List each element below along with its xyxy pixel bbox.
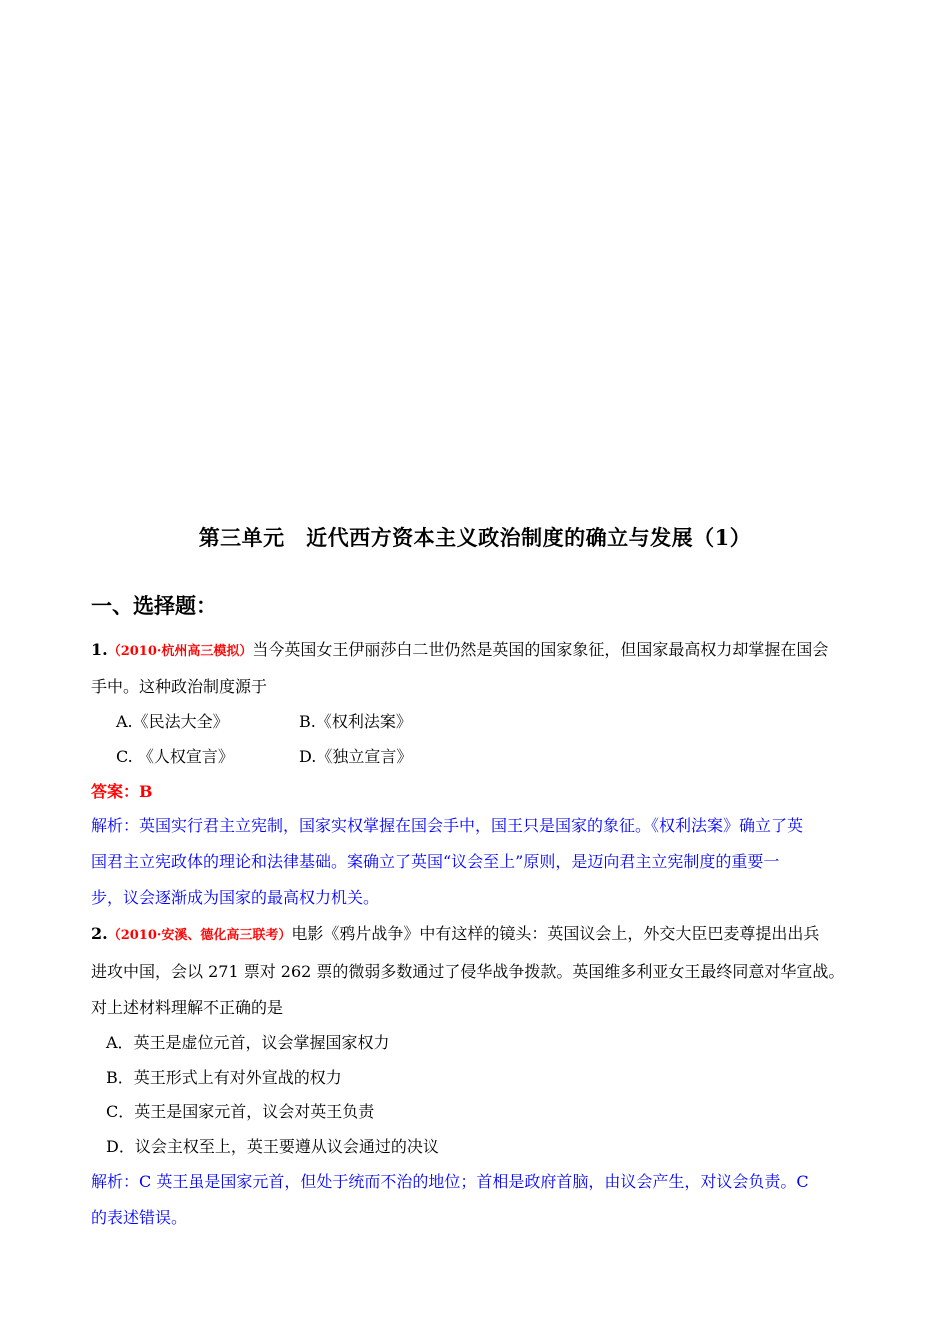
question-1-answer: 答案：B [91,782,153,801]
question-2-option-a: A．英王是虚位元首，议会掌握国家权力 [106,1033,390,1052]
question-2-option-c: C．英王是国家元首，议会对英王负责 [106,1102,375,1121]
question-2-option-b: B．英王形式上有对外宣战的权力 [106,1068,342,1087]
question-1-option-c: C. 《人权宣言》 [116,747,234,766]
question-2-text-line-2: 进攻中国，会以 271 票对 262 票的微弱多数通过了侵华战争拨款。英国维多利亚女王最终同意对华宣战。 [91,962,845,981]
question-2-text-line-3: 对上述材料理解不正确的是 [91,998,284,1017]
question-1-option-b: B.《权利法案》 [299,712,412,731]
question-2-source: （2010·安溪、德化高三联考） [107,928,292,943]
question-1-analysis-line-2: 国君主立宪政体的理论和法律基础。案确立了英国“议会至上”原则，是迈向君主立宪制度的重要一 [91,852,780,871]
question-1-analysis-line-3: 步，议会逐渐成为国家的最高权力机关。 [91,888,380,907]
question-2-stem [91,922,871,948]
question-1-option-d: D.《独立宣言》 [299,747,413,766]
question-1-text-line-2: 手中。这种政治制度源于 [91,677,268,696]
question-1-number: 1. [91,640,108,659]
question-1-option-a: A.《民法大全》 [116,712,229,731]
page-title: 第三单元 近代西方资本主义政治制度的确立与发展（1） [198,525,752,550]
question-1-source: （2010·杭州高三模拟） [107,644,253,659]
question-1-text-line-1: 当今英国女王伊丽莎白二世仍然是英国的国家象征，但国家最高权力却掌握在国会 [252,640,829,659]
question-2-analysis-line-1: 解析：C 英王虽是国家元首，但处于统而不治的地位；首相是政府首脑，由议会产生，对议会负责。C [91,1172,809,1191]
question-2-number: 2. [91,924,108,943]
question-2-text-line-1: 电影《鸦片战争》中有这样的镜头：英国议会上，外交大臣巴麦尊提出出兵 [291,924,820,943]
question-2-option-d: D．议会主权至上，英王要遵从议会通过的决议 [106,1137,439,1156]
question-2-analysis-line-2: 的表述错误。 [91,1208,188,1227]
question-1-options-row-1 [116,710,896,734]
section-heading: 一、选择题： [91,593,217,618]
question-1-stem [91,638,871,664]
question-1-analysis-line-1: 解析：英国实行君主立宪制，国家实权掌握在国会手中，国王只是国家的象征。《权利法案》确立了英 [91,816,804,835]
question-1-options-row-2 [116,745,896,769]
